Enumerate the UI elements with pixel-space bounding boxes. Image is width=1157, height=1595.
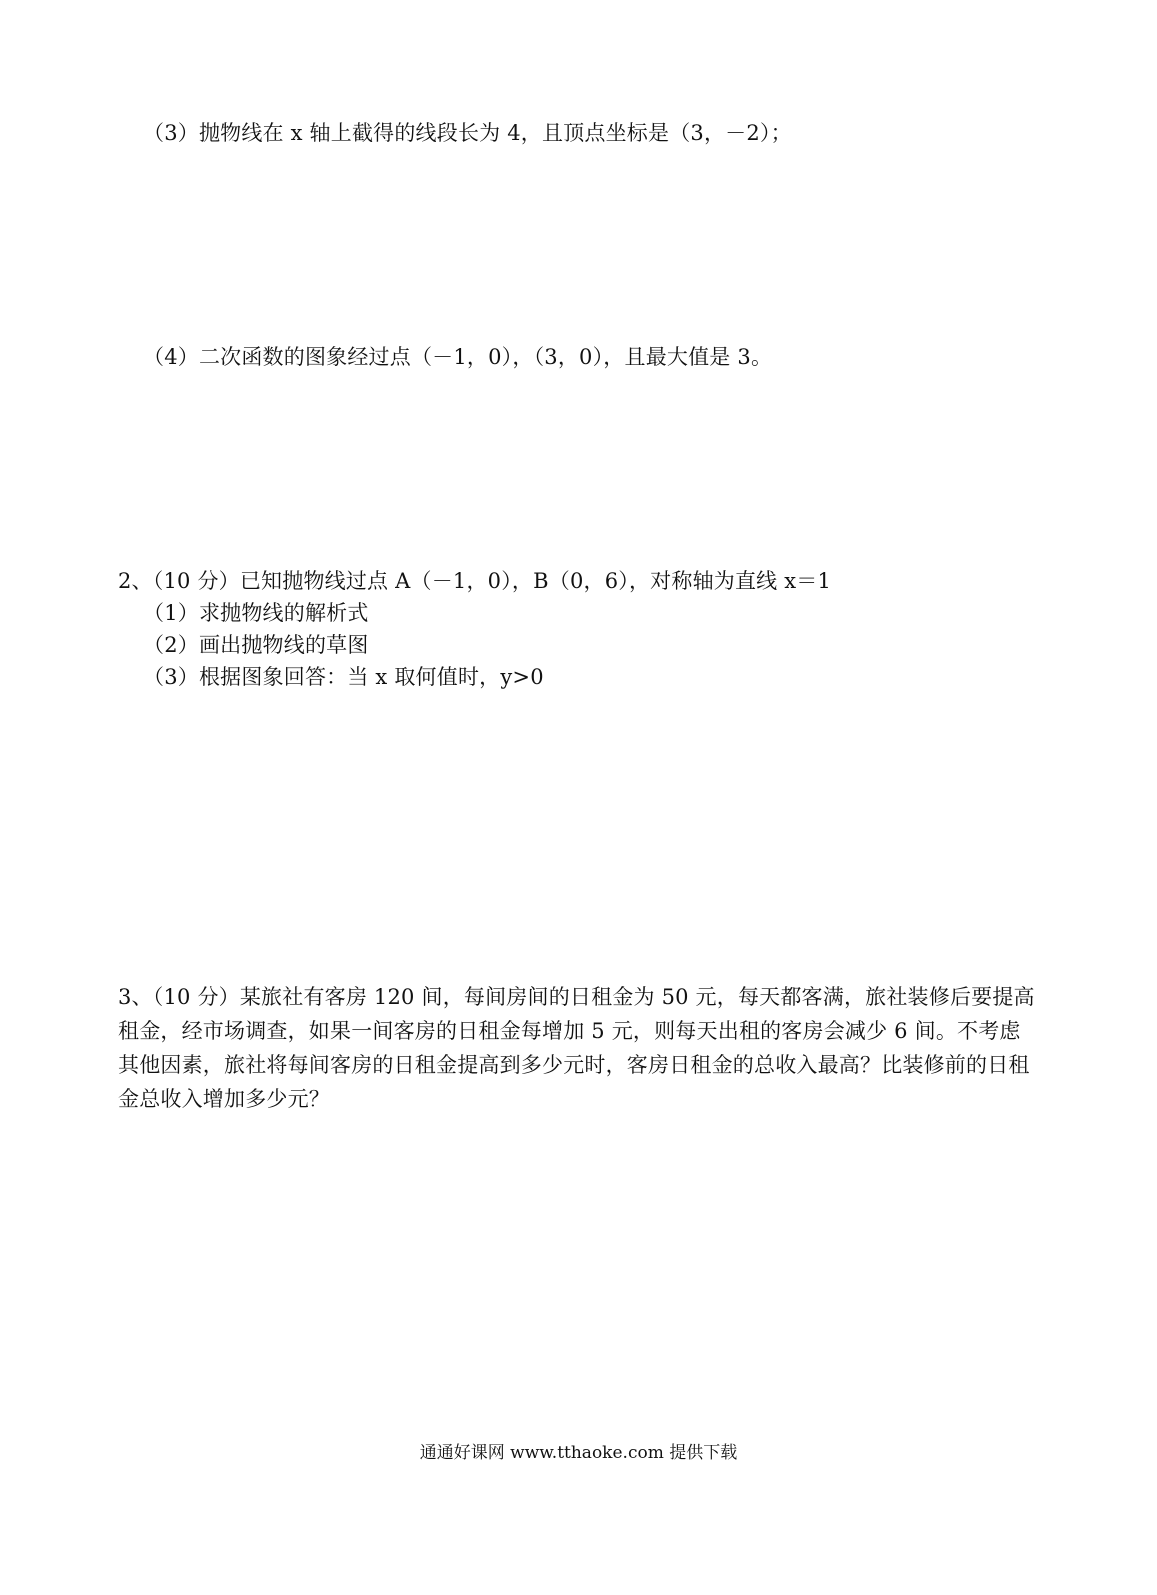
- q2-sub1: （1）求抛物线的解析式: [143, 601, 369, 625]
- q2-sub3: （3）根据图象回答：当 x 取何值时，y>0: [143, 665, 544, 689]
- q1-part3: （3）抛物线在 x 轴上截得的线段长为 4，且顶点坐标是（3，－2）；: [143, 121, 792, 145]
- q2-stem: 2、（10 分）已知抛物线过点 A（－1，0），B（0，6），对称轴为直线 x＝1: [118, 569, 832, 593]
- q3-text: 3、（10 分）某旅社有客房 120 间，每间房间的日租金为 50 元，每天都客满，旅社装修后要提高租金，经市场调查，如果一间客房的日租金每增加 5 元，则每天出租的客房会减少 6 间。不考虑其他因素，旅社将每间客房的日租金提高到多少元时，客房日租金的总收入最高？比装修前的日租金总收入增加多少元？: [118, 985, 1035, 1111]
- q2-sub2: （2）画出抛物线的草图: [143, 633, 369, 657]
- footer-credit: 通通好课网 www.tthaoke.com 提供下载: [419, 1443, 738, 1463]
- q1-part4: （4）二次函数的图象经过点（－1，0），（3，0），且最大值是 3。: [143, 345, 773, 369]
